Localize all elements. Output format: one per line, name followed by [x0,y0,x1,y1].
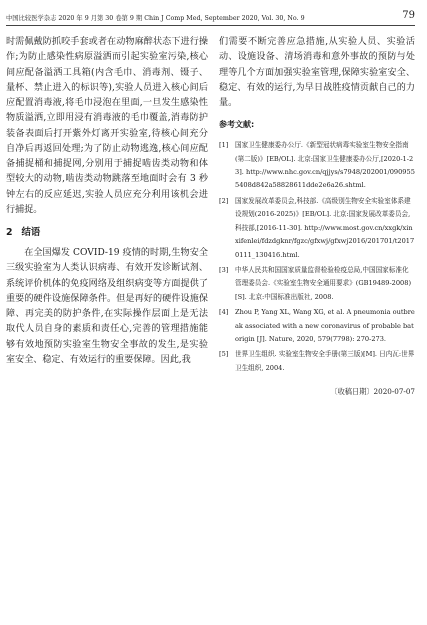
reference-number: [4] [219,308,229,317]
body-paragraph-continued: 们需要不断完善应急措施,从实验人员、实验活动、设施设备、清场消毒和意外事故的预防与处理等几个方面加强实验室管理,保障实验室安全、稳定、有效的运行,为早日战胜疫情贡献自己的力量。 [219,37,415,108]
running-header [6,11,415,25]
reference-item [219,306,415,346]
received-date: 〔收稿日期〕2020-07-07 [330,387,415,397]
page-number: 79 [402,10,415,21]
header-rule [6,25,415,26]
reference-item [219,348,415,375]
reference-number: [2] [219,196,229,205]
references-heading: 参考文献: [219,120,255,130]
reference-item [219,264,415,304]
reference-number: [1] [219,141,229,150]
right-column [219,35,415,397]
reference-text: 国家卫生健康委办公厅.《新型冠状病毒实验室生物安全指南(第二版)》[EB/OL]. 北京:国家卫生健康委办公厅,[2020-1-23]. http://www.nhc.gov.cn/qjjys/s7948/202001/0909555408d842a58828611dde2e6a26.shtml. [235,141,415,190]
reference-text: 国家发展改革委员会,科技部.《高级别生物安全实验室体系建设规划(2016-2025)》[EB/OL]. 北京:国家发展改革委员会,科技部,[2016-11-30]. http://www.most.gov.cn/xxgk/xinxifenlei/fdzdgknr/fgzc/gfxwj/gfxwj2016/201701/t20170111_130416.html. [235,196,415,259]
reference-text: Zhou P, Yang XL, Wang XG, et al. A pneumonia outbreak associated with a new coronavirus of probable bat origin [J]. Nature, 2020, 579(7798): 270-273. [235,308,415,343]
journal-citation: 中国比较医学杂志 2020 年 9 月第 30 卷第 9 期 Chin J Comp Med, September 2020, Vol. 30, No. 9 [6,15,305,22]
section-number: 2 [6,227,13,238]
reference-number: [3] [219,265,229,274]
reference-number: [5] [219,350,229,359]
reference-item [219,139,415,193]
body-paragraph: 时需佩戴防抓咬手套或者在动物麻醉状态下进行操作;为防止感染性病原溢洒而引起实验室污染,核心间应配备溢洒工具箱(内含毛巾、消毒剂、镊子、量杯、禁止进入的标识等),实验人员进入核心间后应配置消毒液,将毛巾浸泡在里面,一旦发生感染性物质溢洒,立即用浸有消毒液的毛巾覆盖,消毒防护装备表面后打开紫外灯离开实验室,待核心间充分自净后再返回处理;为了防止动物逃逸,核心间应配备捕捉桶和捕捉网,分别用于捕捉啮齿类动物和体型较大的动物,啮齿类动物跳落至地面时会有 3 秒钟左右的反应延迟,实验人员应充分利用该机会进行捕捉。 [6,37,208,215]
reference-list [219,139,415,375]
section-title: 结语 [21,227,41,238]
reference-item [219,195,415,262]
reference-text: 世界卫生组织. 实验室生物安全手册(第三版)[M]. 日内瓦:世界卫生组织, 2004. [235,350,415,372]
left-column [6,35,208,368]
conclusion-paragraph: 在全国爆发 COVID-19 疫情的时期,生物安全三级实验室为人类认识病毒、有效开发诊断试剂、系统评价机体的免疫网络及组织病变等方面提供了重要的硬件设施保障条件。但是再好的硬件设施保障、再完美的防护条件,在实际操作层面上是无法取代人员自身的素质和责任心,完善的管理措施能够有效地预防实验室生物安全事故的发生,是实验室安全、稳定、有效运行的重要保障。因此,我 [6,248,208,365]
section-heading [6,226,208,240]
reference-text: 中华人民共和国国家质量监督检验检疫总局,中国国家标准化管理委员会.《实验室生物安全通用要求》(GB19489-2008)[S]. 北京:中国标准出版社, 2008. [235,265,412,301]
